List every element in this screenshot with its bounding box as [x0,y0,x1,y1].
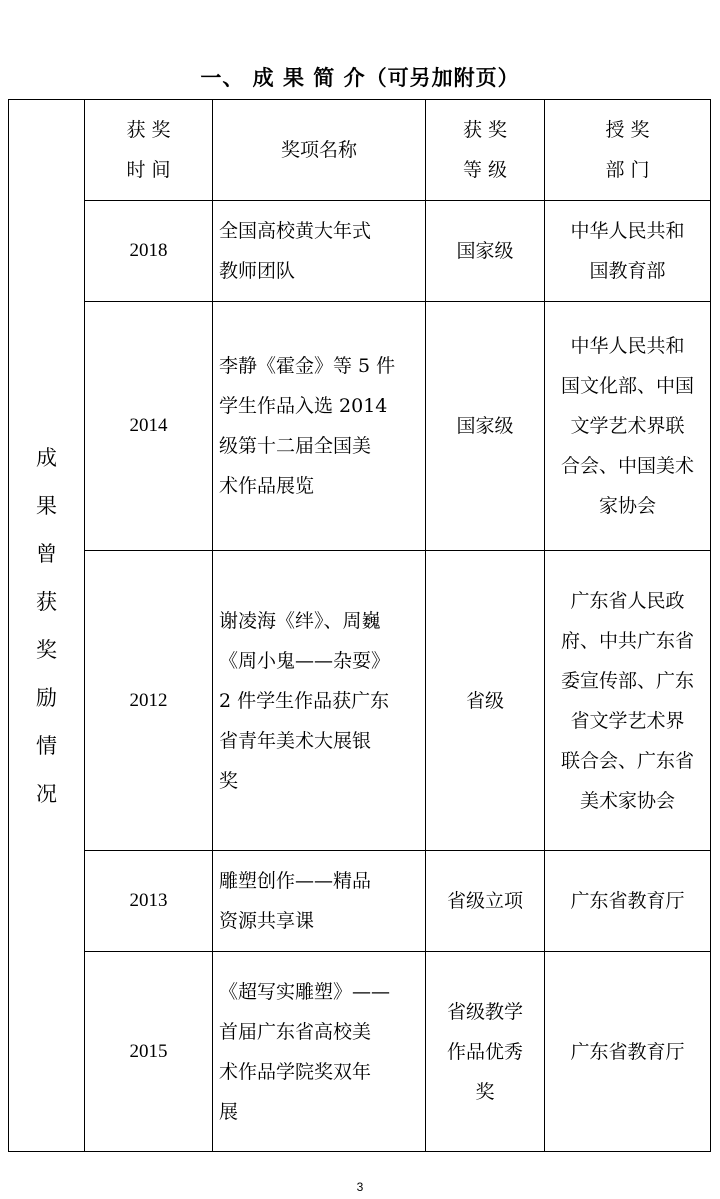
page-number: 3 [356,1180,364,1194]
award-year-cell: 2018 [85,201,213,302]
award-dept-cell: 广东省教育厅 [545,952,711,1152]
side-label: 成果曾获奖励情况 [36,445,57,806]
awards-table [8,99,711,1152]
side-label-cell [9,100,85,1152]
header-award-time: 获 奖 时 间 [85,100,213,201]
award-dept-cell: 广东省人民政 府、中共广东省 委宣传部、广东 省文学艺术界 联合会、广东省 美术家协会 [545,551,711,851]
award-level-cell: 国家级 [426,302,545,551]
award-name-cell: 雕塑创作——精品 资源共享课 [213,851,426,952]
table-row [9,851,711,952]
award-level-cell: 国家级 [426,201,545,302]
header-award-dept: 授 奖 部 门 [545,100,711,201]
award-name-cell: 全国高校黄大年式 教师团队 [213,201,426,302]
award-level-cell: 省级 [426,551,545,851]
award-level-cell: 省级教学 作品优秀 奖 [426,952,545,1152]
header-award-level: 获 奖 等 级 [426,100,545,201]
award-level-cell: 省级立项 [426,851,545,952]
award-year-cell: 2014 [85,302,213,551]
award-dept-cell: 中华人民共和 国教育部 [545,201,711,302]
award-year-cell: 2012 [85,551,213,851]
award-year-cell: 2015 [85,952,213,1152]
table-header-row [9,100,711,201]
award-name-cell: 《超写实雕塑》—— 首届广东省高校美 术作品学院奖双年 展 [213,952,426,1152]
header-award-name: 奖项名称 [213,100,426,201]
award-name-cell: 李静《霍金》等 5 件 学生作品入选 2014 级第十二届全国美 术作品展览 [213,302,426,551]
section-title: 一、 成 果 简 介（可另加附页） [200,66,520,90]
award-dept-cell: 广东省教育厅 [545,851,711,952]
award-year-cell: 2013 [85,851,213,952]
table-row [9,952,711,1152]
award-dept-cell: 中华人民共和 国文化部、中国 文学艺术界联 合会、中国美术 家协会 [545,302,711,551]
table-row [9,201,711,302]
award-name-cell: 谢凌海《绊》、周巍 《周小鬼——杂耍》 2 件学生作品获广东 省青年美术大展银 奖 [213,551,426,851]
table-row [9,302,711,551]
table-row [9,551,711,851]
